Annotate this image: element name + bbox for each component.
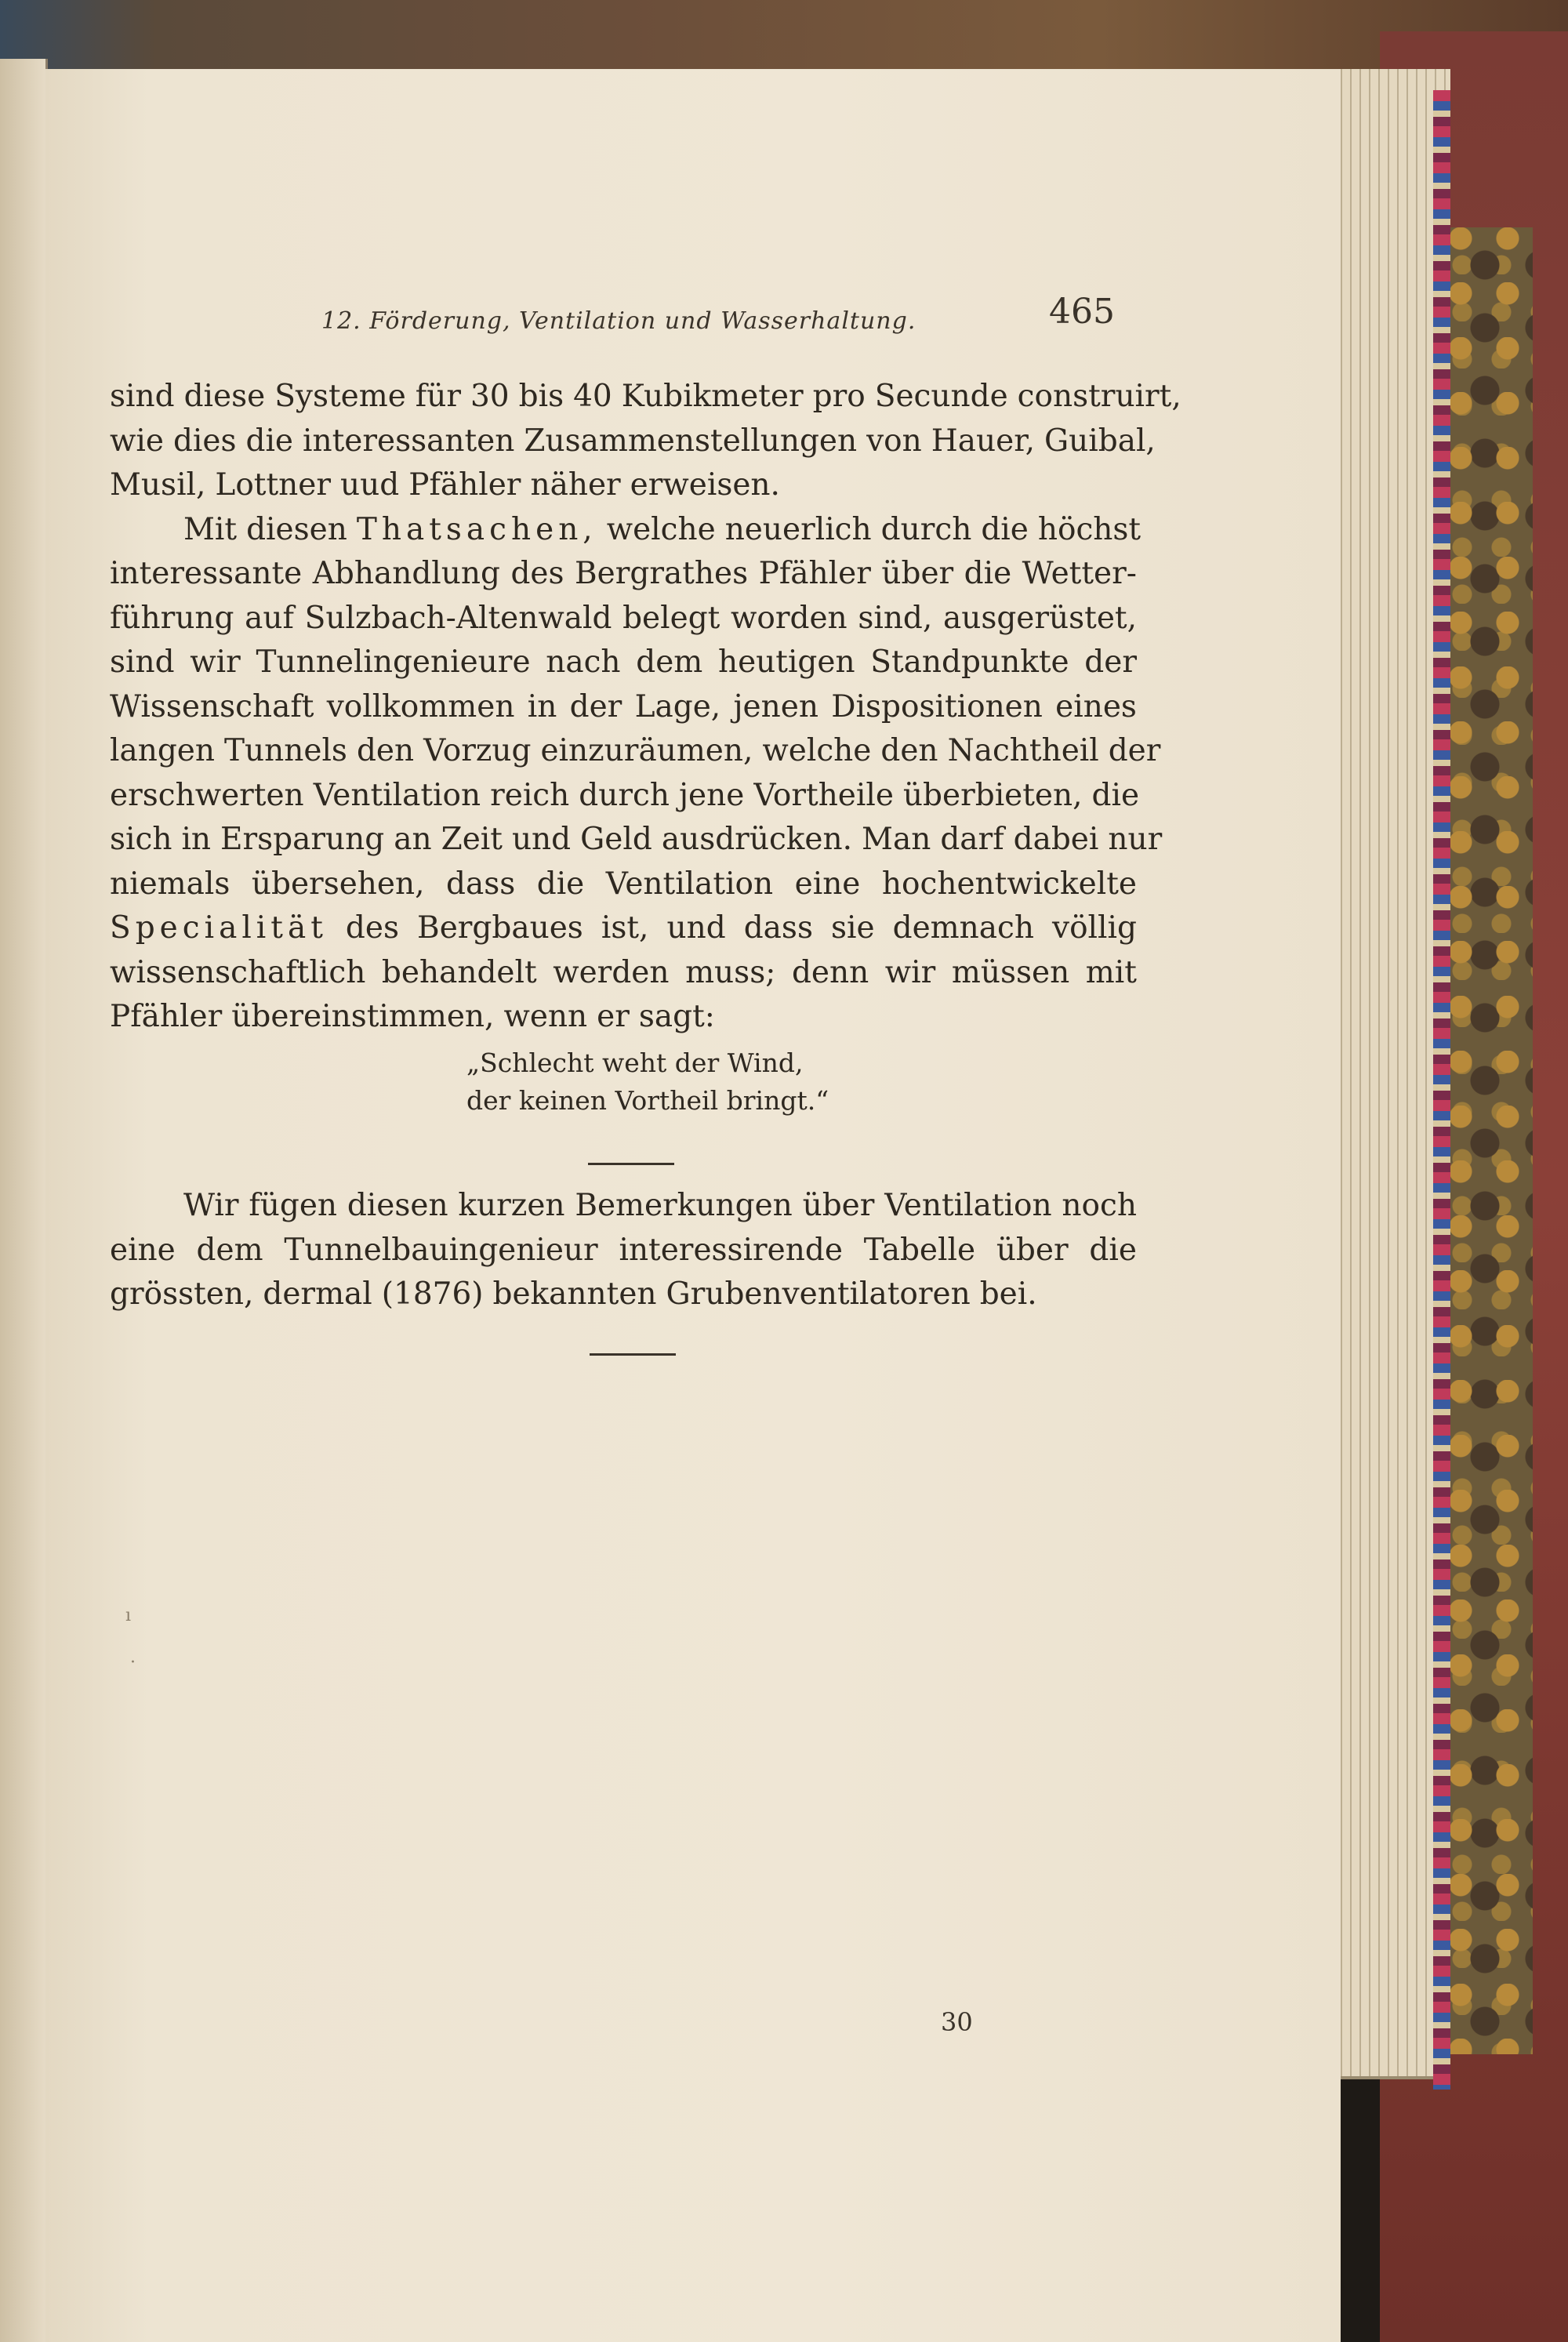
text-line: interessante Abhandlung des Bergrathes Pfähler über die Wetter-: [110, 556, 1137, 591]
left-page-edge: [0, 59, 48, 2342]
verse-quote: [466, 1044, 829, 1120]
text-line: Specialität des Bergbaues ist, und dass sie demnach völlig: [110, 910, 1137, 946]
text-line: sind wir Tunnelingenieure nach dem heutigen Standpunkte der: [110, 645, 1137, 680]
paragraph-1: [110, 375, 1181, 1040]
text-line: sich in Ersparung an Zeit und Geld ausdrücken. Man darf dabei nur: [110, 822, 1163, 857]
quote-line-2: der keinen Vortheil bringt.“: [466, 1085, 829, 1116]
text-line: Musil, Lottner uud Pfähler näher erweisen.: [110, 467, 780, 503]
text-line: Pfähler übereinstimmen, wenn er sagt:: [110, 999, 715, 1034]
marbled-page-edge: [1433, 90, 1450, 2090]
end-divider: [590, 1353, 676, 1356]
quote-line-1: „Schlecht weht der Wind,: [466, 1048, 804, 1078]
text-line: Wissenschaft vollkommen in der Lage, jenen Dispositionen eines: [110, 688, 1137, 724]
book-cover-top: [0, 0, 1568, 78]
text-line: erschwerten Ventilation reich durch jene Vortheile überbieten, die: [110, 777, 1140, 813]
text-line: sind diese Systeme für 30 bis 40 Kubikmeter pro Secunde construirt,: [110, 379, 1181, 414]
text-line: grössten, dermal (1876) bekannten Grubenventilatoren bei.: [110, 1276, 1037, 1312]
paper-speck: ·: [130, 1653, 136, 1672]
paragraph-2: [110, 1184, 1137, 1317]
text-line: Mit diesen Thatsachen, welche neuerlich durch die höchst: [183, 511, 1142, 547]
text-line: führung auf Sulzbach-Altenwald belegt worden sind, ausgerüstet,: [110, 600, 1137, 636]
running-title: 12. Förderung, Ventilation und Wasserhaltung.: [321, 307, 916, 335]
signature-mark: 30: [941, 2007, 973, 2037]
page-number: 465: [1049, 292, 1115, 332]
text-line: eine dem Tunnelbauingenieur interessirende Tabelle über die: [110, 1232, 1137, 1268]
text-line: Wir fügen diesen kurzen Bemerkungen über Ventilation noch: [183, 1188, 1137, 1223]
marbled-endpaper: [1446, 227, 1533, 2054]
text-line: wissenschaftlich behandelt werden muss; denn wir müssen mit: [110, 954, 1137, 990]
text-line: wie dies die interessanten Zusammenstellungen von Hauer, Guibal,: [110, 423, 1156, 459]
text-line: niemals übersehen, dass die Ventilation eine hochentwickelte: [110, 866, 1137, 902]
text-line: langen Tunnels den Vorzug einzuräumen, welche den Nachtheil der: [110, 733, 1161, 768]
paper-speck: ı: [125, 1606, 132, 1625]
section-divider: [588, 1163, 674, 1165]
